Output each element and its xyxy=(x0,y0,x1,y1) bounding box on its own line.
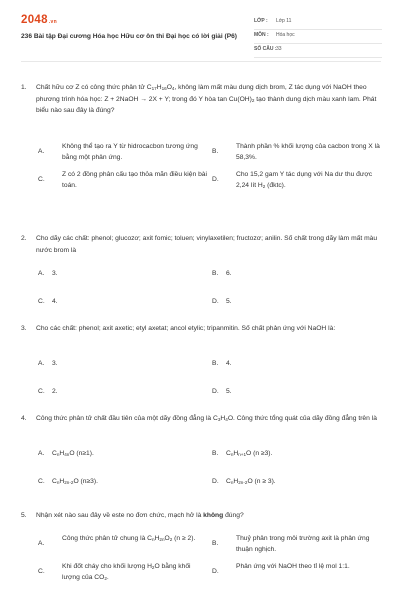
option-text: 5. xyxy=(226,388,232,395)
option-text: 3. xyxy=(52,270,58,277)
page-title: 236 Bài tập Đại cương Hóa học Hữu cơ ôn thi Đại học có lời giải (P6) xyxy=(21,33,237,40)
option-letter: A. xyxy=(38,148,45,155)
option-text: Khi đốt cháy cho khối lượng $H_2O$ bằng khối lượng của $CO_2$. xyxy=(62,563,191,581)
option-letter: D. xyxy=(212,298,219,305)
question-number: 5. xyxy=(21,512,27,519)
option-text: 3. xyxy=(52,360,58,367)
meta-subject-value: Hóa học xyxy=(276,32,295,38)
logo-text: 2048 xyxy=(21,14,48,26)
option-text: $C_nH_{2n-2}O$ (n≥3). xyxy=(52,478,98,486)
question-number: 4. xyxy=(21,415,27,422)
option-letter: C. xyxy=(38,176,45,183)
question-number: 2. xyxy=(21,235,27,242)
meta-class-row xyxy=(254,16,382,30)
question-number: 1. xyxy=(21,84,27,91)
option-letter: C. xyxy=(38,568,45,575)
option-letter: A. xyxy=(38,360,45,367)
option-letter: A. xyxy=(38,450,45,457)
option-text: Công thức phân tử chung là $C_nH_{2n}O_2$ (n ≥ 2). xyxy=(62,535,196,543)
option-text: 2. xyxy=(52,388,58,395)
option-text: 4. xyxy=(226,360,232,367)
option-letter: B. xyxy=(212,540,219,547)
option-letter: D. xyxy=(212,176,219,183)
option-text: Không thể tạo ra Y từ hidrocacbon tương ứng bằng một phản ứng. xyxy=(62,143,198,161)
option-letter: B. xyxy=(212,360,219,367)
question-stem: Công thức phân tử chất đầu tiên của một dãy đồng đẳng là $C_3H_4O$. Công thức tổng quát của dãy đồng đẳng trên là xyxy=(36,415,377,423)
question-stem: Cho dãy các chất: phenol; glucozơ; axit fomic; toluen; vinylaxetilen; fructozơ; anilin. Số chất trong dãy làm mất màu nước brom là xyxy=(36,235,378,254)
question-number: 3. xyxy=(21,325,27,332)
question-stem: Cho các chất: phenol; axit axetic; etyl axetat; ancol etylic; tripanmitin. Số chất phản ứng với NaOH là: xyxy=(36,325,336,332)
question-stem: Nhận xét nào sau đây về este no đơn chức, mạch hở là không đúng? xyxy=(36,512,244,519)
option-text: Cho 15,2 gam Y tác dụng với Na dư thu được 2,24 lít $H_2$ (đktc). xyxy=(236,171,373,189)
option-text: Thành phần % khối lượng của cacbon trong X là 58,3%. xyxy=(236,143,380,161)
option-text: Z có 2 đồng phân cấu tạo thỏa mãn điều kiện bài toán. xyxy=(62,171,207,189)
meta-class-value: Lớp 11 xyxy=(276,18,292,24)
option-text: $C_nH_{2n-2}O$ (n ≥ 3). xyxy=(226,478,276,486)
option-text: 5. xyxy=(226,298,232,305)
meta-info xyxy=(254,16,382,58)
option-text: Thuỷ phân trong môi trường axit là phản ứng thuận nghịch. xyxy=(236,535,370,553)
meta-count-label: SỐ CÂU : xyxy=(254,46,277,52)
option-letter: C. xyxy=(38,478,45,485)
option-letter: D. xyxy=(212,388,219,395)
option-letter: A. xyxy=(38,540,45,547)
meta-count-row xyxy=(254,44,382,58)
meta-class-label: LỚP : xyxy=(254,18,268,24)
option-letter: B. xyxy=(212,450,219,457)
site-logo[interactable] xyxy=(21,14,57,26)
header-divider xyxy=(21,61,381,62)
page-header xyxy=(21,14,381,56)
option-text: $C_nH_{4n}O$ (n≥1). xyxy=(52,450,94,458)
meta-subject-row xyxy=(254,30,382,44)
option-letter: A. xyxy=(38,270,45,277)
option-letter: D. xyxy=(212,568,219,575)
meta-count-value: 33 xyxy=(276,46,282,52)
option-letter: B. xyxy=(212,270,219,277)
option-letter: D. xyxy=(212,478,219,485)
meta-subject-label: MÔN : xyxy=(254,32,269,38)
option-letter: C. xyxy=(38,298,45,305)
option-text: $C_nH_{n+1}O$ (n ≥3). xyxy=(226,450,273,458)
option-letter: C. xyxy=(38,388,45,395)
option-text: 4. xyxy=(52,298,58,305)
option-text: 6. xyxy=(226,270,232,277)
option-text: Phản ứng với NaOH theo tỉ lệ mol 1:1. xyxy=(236,563,350,570)
logo-suffix: .vn xyxy=(48,19,57,25)
question-stem: Chất hữu cơ Z có công thức phân tử $C_{17}H_{16}O_4$, không làm mất màu dung dịch brom, Z tác dụng với NaOH theo phương trình hóa học: Z + 2NaOH → 2X + Y; trong đó Y hòa $\tan Cu(OH)_2$ tạo thành dung dịch màu xanh lam. Phát biểu nào sau đây là đúng? xyxy=(36,84,377,115)
option-letter: B. xyxy=(212,148,219,155)
